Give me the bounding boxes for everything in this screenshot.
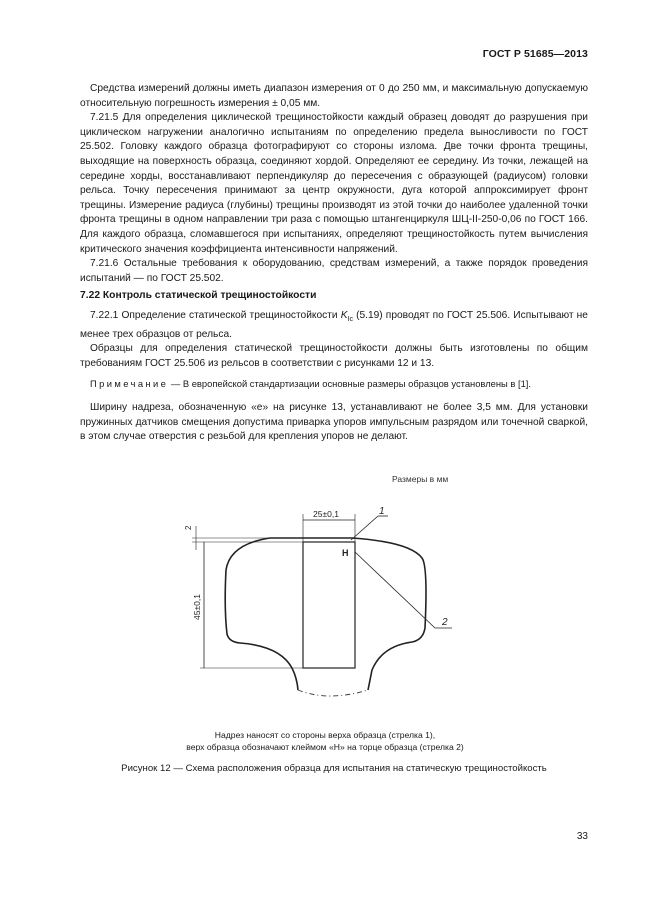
- section-title: 7.22 Контроль статической трещиностойкости: [80, 290, 317, 301]
- k-symbol: K: [340, 310, 348, 321]
- specimen-rectangle: [303, 542, 355, 668]
- text-block-section: [80, 309, 588, 371]
- figure-caption: [140, 729, 510, 753]
- rail-head-outline: [225, 538, 426, 690]
- width-dimension-label: 25±0,1: [313, 509, 339, 519]
- para-text-before: 7.22.1 Определение статической трещиностойкости: [90, 310, 341, 321]
- caption-line-1: Надрез наносят со стороны верха образца (стрелка 1),: [214, 730, 436, 740]
- paragraph-7-22-1: [80, 309, 588, 342]
- note-label: Примечание: [90, 378, 169, 389]
- note-text: — В европейской стандартизации основные размеры образцов установлены в [1].: [168, 378, 532, 389]
- para-text-after: (5.19) проводят по ГОСТ 25.506. Испытывают не менее трех образцов от рельса.: [80, 310, 588, 340]
- page-number: 33: [576, 831, 588, 842]
- units-note: Размеры в мм: [392, 474, 449, 484]
- callout-2-label: 2: [442, 617, 448, 628]
- text-block-top: [80, 82, 588, 286]
- height-dimension-label: 45±0,1: [192, 594, 202, 620]
- top-dimension-label: 2: [184, 525, 193, 530]
- marker-letter: Н: [342, 548, 349, 558]
- paragraph-7-21-6: 7.21.6 Остальные требования к оборудованию, средствам измерений, а также порядок проведения испытаний — по ГОСТ 25.502.: [80, 258, 588, 284]
- caption-line-2: верх образца обозначают клеймом «Н» на торце образца (стрелка 2): [186, 742, 464, 752]
- paragraph-7-21-5: 7.21.5 Для определения циклической трещиностойкости каждый образец доводят до разрушения при циклическом нагружении аналогично испытаниям по определению предела выносливости по ГОСТ 25.502. Головку каждого образца фотографируют со стороны излома. Две точки фронта трещины, выходящие на поверхность образца, соединяют хордой. Определяют ее середину. Из точки, лежащей на середине хорды, восстанавливают перпендикуляр до пересечения с образующей (радиусом) головки рельса. Точку пересечения принимают за центр окружности, дуга которой аппроксимирует фронт трещины. Измерение радиуса (глубины) трещины производят из этой точки до наиболее удаленной точки фронта трещины в одном направлении три раза с помощью штангенциркуля ШЦ-II-250-0,06 по ГОСТ 166. Для каждого образца, сломавшегося при испытаниях, определяют трещиностойкость путем вычисления критического значения коэффициента интенсивности напряжений.: [80, 112, 588, 255]
- standard-header: ГОСТ Р 51685—2013: [482, 48, 588, 60]
- callout-1-label: 1: [379, 506, 385, 517]
- paragraph-measurement-range: Средства измерений должны иметь диапазон измерения от 0 до 250 мм, и максимальную допускаемую относительную погрешность измерения ± 0,05 мм.: [80, 83, 588, 109]
- paragraph-samples: Образцы для определения статической трещиностойкости должны быть изготовлены по общим требованиям ГОСТ 25.506 из рельсов в соответствии с рисунками 12 и 13.: [80, 343, 588, 369]
- k-subscript: Ic: [347, 316, 353, 324]
- note: [80, 378, 588, 390]
- callout-2-leader: [355, 552, 435, 628]
- rail-web-dashed: [298, 690, 368, 696]
- figure-title: Рисунок 12 — Схема расположения образца для испытания на статическую трещиностойкость: [121, 763, 547, 774]
- text-block-notch: [80, 401, 588, 445]
- figure-rail-specimen: [170, 468, 490, 708]
- paragraph-notch: Ширину надреза, обозначенную «e» на рисунке 13, устанавливают не более 3,5 мм. Для установки пружинных датчиков смещения допустима приварка упоров импульсным разрядом или точечной сваркой, в этом случае отверстия с резьбой для крепления упоров не делают.: [80, 402, 588, 443]
